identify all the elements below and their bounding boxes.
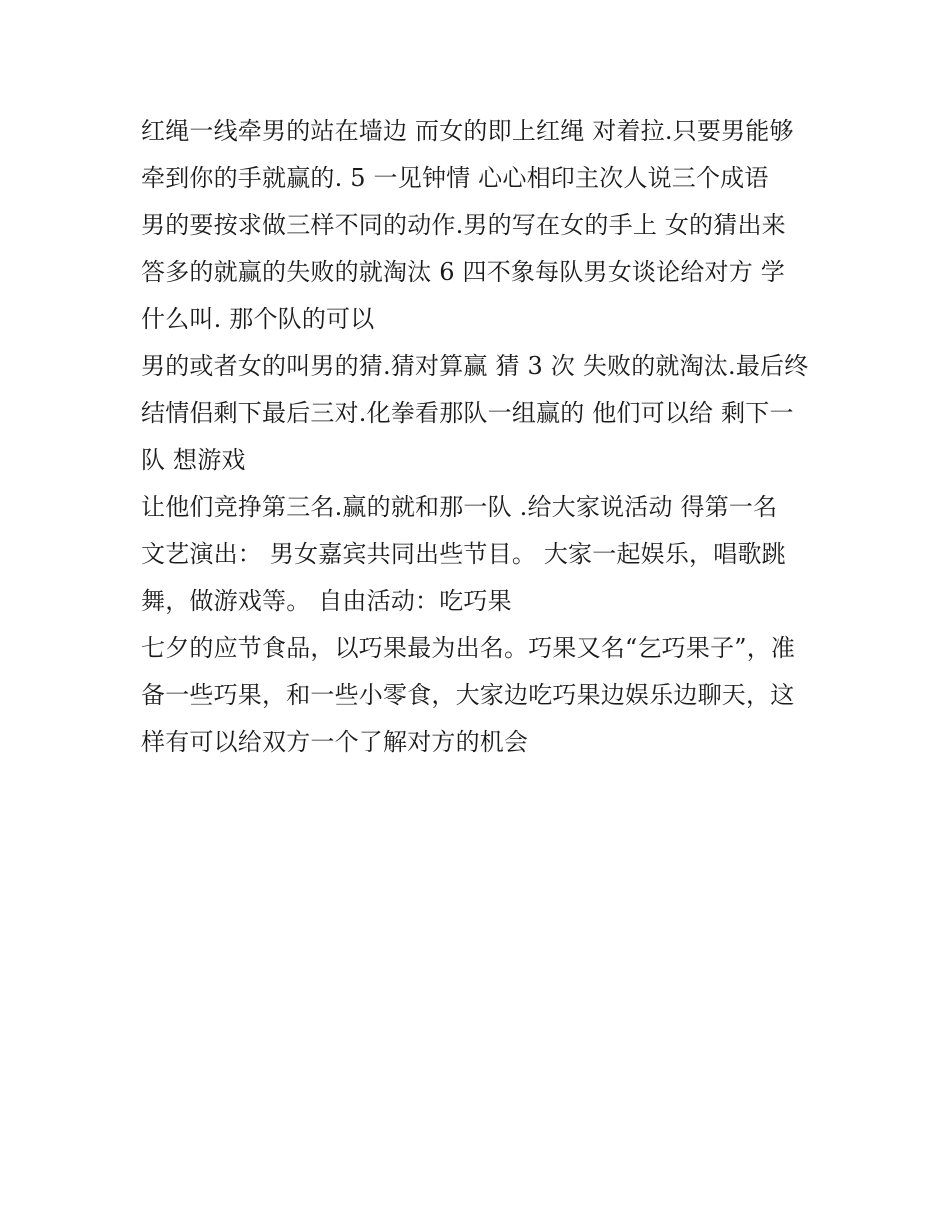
text-line: 男的要按求做三样不同的动作.男的写在女的手上 女的猜出来 [141,211,786,239]
text-line: 结情侣剩下最后三对.化拳看那队一组赢的 他们可以给 剩下一 [141,399,794,427]
text-line: 样有可以给双方一个了解对方的机会 [141,728,529,756]
text-line: 文艺演出： 男女嘉宾共同出些节目。 大家一起娱乐，唱歌跳 [141,540,786,568]
text-line: 让他们竞挣第三名.赢的就和那一队 .给大家说活动 得第一名 [141,493,778,521]
text-line: 什么叫. 那个队的可以 [141,305,375,333]
text-line: 备一些巧果，和一些小零食，大家边吃巧果边娱乐边聊天，这 [141,681,795,709]
text-line: 队 想游戏 [141,446,246,474]
text-line: 七夕的应节食品，以巧果最为出名。巧果又名“乞巧果子”，准 [141,634,796,662]
text-line: 牵到你的手就赢的. 5 一见钟情 心心相印主次人说三个成语 [141,164,769,192]
text-line: 红绳一线牵男的站在墙边 而女的即上红绳 对着拉.只要男能够 [141,117,794,145]
text-line: 舞，做游戏等。 自由活动：吃巧果 [141,587,512,615]
text-line: 答多的就赢的失败的就淘汰 6 四不象每队男女谈论给对方 学 [141,258,785,286]
document-body [141,108,821,766]
text-line: 男的或者女的叫男的猜.猜对算赢 猜 3 次 失败的就淘汰.最后终 [141,352,809,380]
